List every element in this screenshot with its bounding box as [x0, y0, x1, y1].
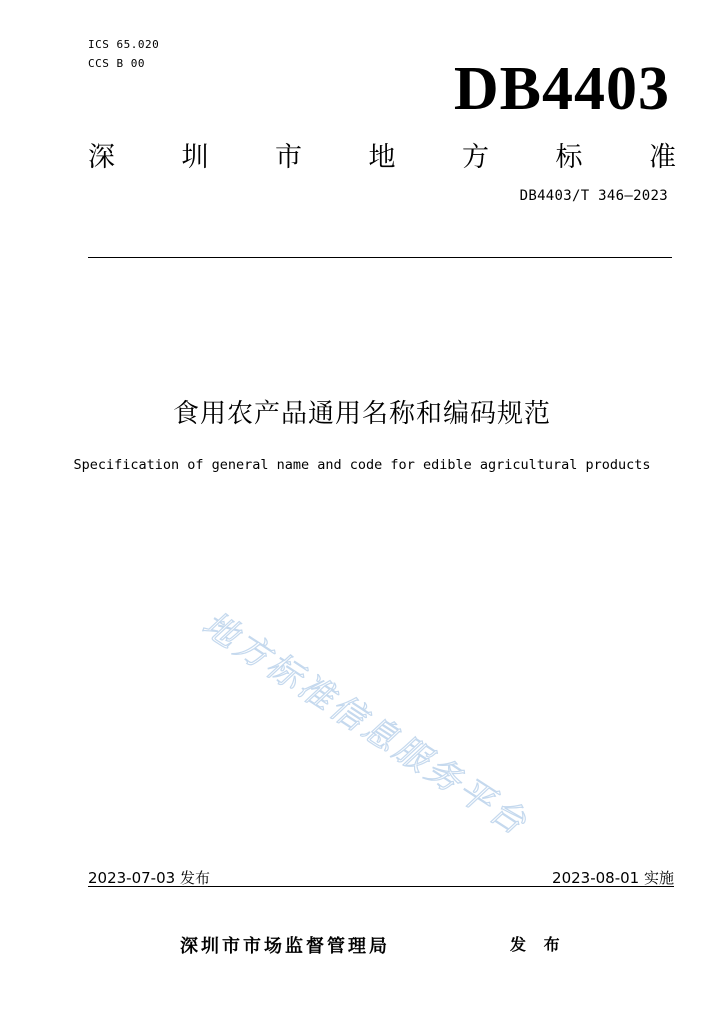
document-title-cn: 食用农产品通用名称和编码规范 — [172, 399, 551, 429]
implementation-date: 2023-08-01 实施 — [552, 869, 674, 887]
standard-type-char: 圳 — [181, 142, 209, 173]
standard-type-char: 深 — [88, 142, 115, 173]
ics-code: ICS 65.020 — [88, 38, 160, 51]
ccs-code: CCS B 00 — [88, 57, 145, 70]
standard-type-char: 方 — [462, 142, 489, 173]
document-title-en: Specification of general name and code for edible agricultural products — [73, 457, 651, 473]
standard-type-char: 准 — [649, 142, 676, 173]
standard-number: DB4403/T 346—2023 — [519, 188, 668, 204]
bottom-divider — [88, 886, 674, 887]
issue-date: 2023-07-03 发布 — [88, 869, 210, 887]
standard-type — [88, 142, 676, 174]
standard-type-char: 标 — [555, 142, 583, 173]
top-divider — [88, 257, 672, 258]
publisher-name: 深圳市市场监督管理局 — [180, 936, 390, 957]
standard-type-char: 市 — [275, 142, 302, 173]
watermark-text: 地方标准信息服务平台 — [195, 604, 536, 845]
watermark — [180, 600, 620, 860]
publish-label: 发 布 — [510, 935, 566, 954]
standard-type-char: 地 — [368, 142, 396, 173]
db-code-logo: DB4403 — [453, 55, 670, 123]
